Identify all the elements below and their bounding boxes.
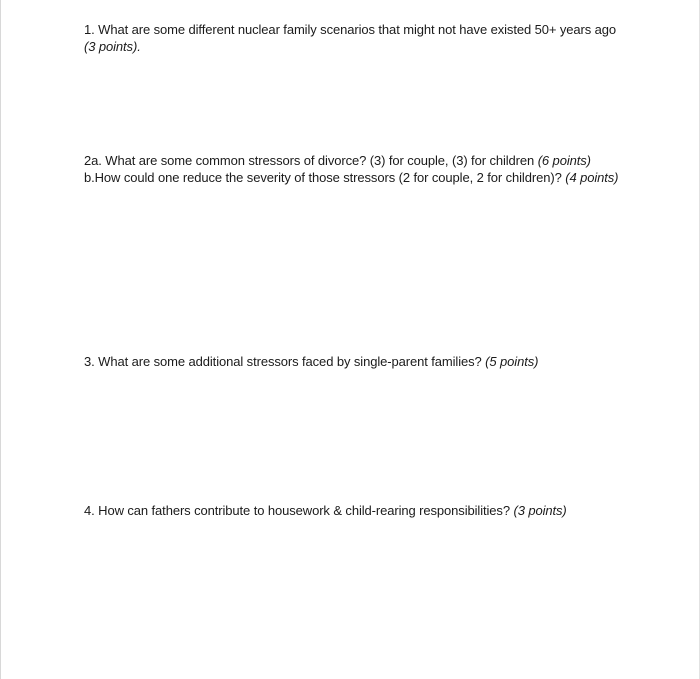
question-1-points: (3 points). bbox=[84, 38, 141, 54]
question-2 bbox=[84, 153, 644, 186]
question-2a-text: 2a. What are some common stressors of divorce? (3) for couple, (3) for children bbox=[84, 153, 538, 168]
question-2b-text: b.How could one reduce the severity of those stressors (2 for couple, 2 for children)? bbox=[84, 169, 566, 185]
question-4 bbox=[84, 503, 644, 520]
question-2a-line bbox=[84, 153, 644, 170]
question-2a-points: (6 points) bbox=[537, 153, 591, 168]
question-1 bbox=[84, 22, 644, 55]
question-4-points: (3 points) bbox=[513, 503, 567, 518]
question-3 bbox=[84, 354, 644, 371]
question-4-line bbox=[84, 503, 644, 520]
question-2b-points: (4 points) bbox=[565, 169, 619, 185]
question-1-line-1-text: 1. What are some different nuclear family scenarios that might not have existed 50+ years ago bbox=[84, 22, 617, 37]
question-3-points: (5 points) bbox=[485, 354, 539, 369]
question-1-line-1 bbox=[84, 22, 644, 39]
question-1-line-2 bbox=[84, 39, 644, 56]
question-3-line bbox=[84, 354, 644, 371]
question-4-text: 4. How can fathers contribute to housework & child-rearing responsibilities? bbox=[84, 503, 514, 518]
question-3-text: 3. What are some additional stressors faced by single-parent families? bbox=[84, 354, 486, 369]
question-2b-line bbox=[84, 170, 644, 187]
page-left-border bbox=[0, 0, 1, 679]
